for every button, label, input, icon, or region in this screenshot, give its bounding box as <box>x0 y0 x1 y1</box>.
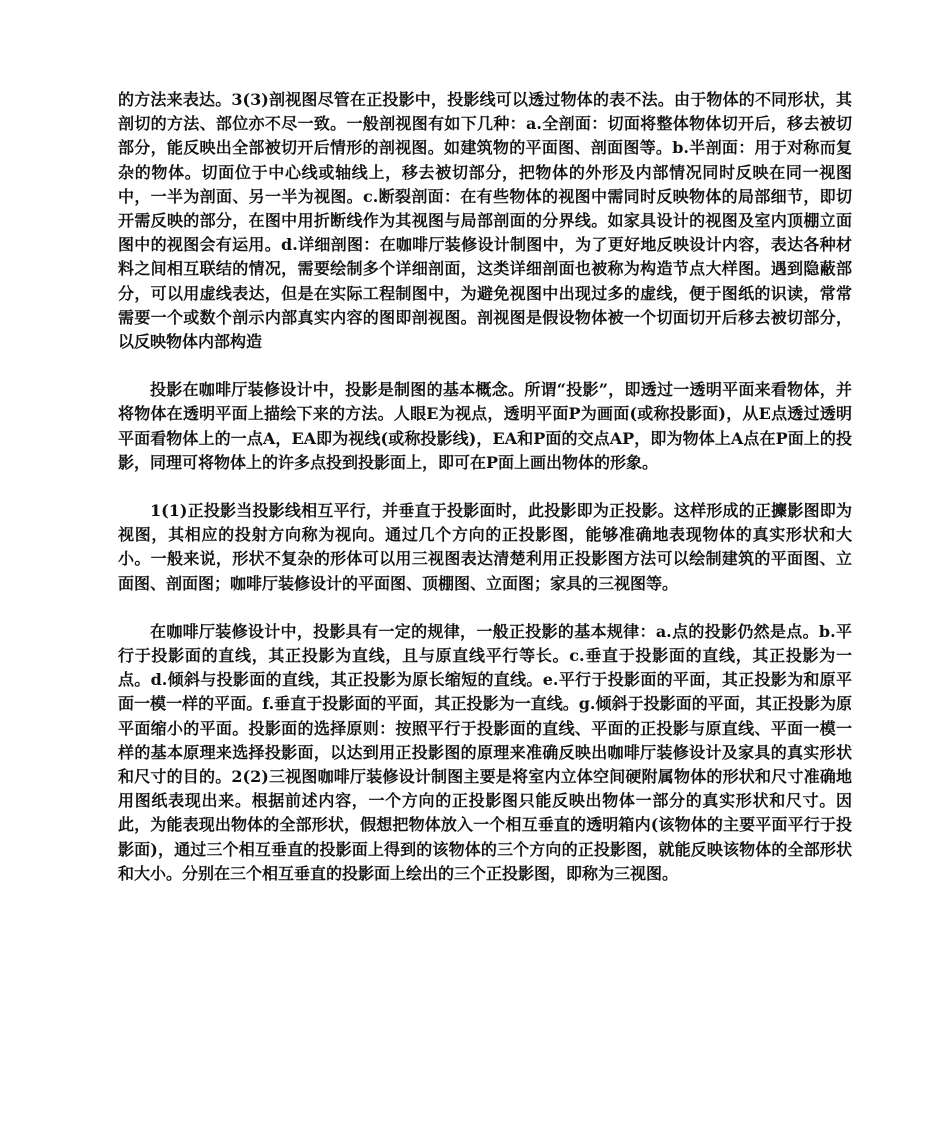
paragraph-projection: 投影在咖啡厅装修设计中，投影是制图的基本概念。所谓“投影”，即透过一透明平面来看物体，并将物体在透明平面上描绘下来的方法。人眼E为视点，透明平面P为画面(或称投影面)，从E点透过透明平面看物体上的一点A，EA即为视线(或称投影线)，EA和P面的交点AP，即为物体上A点在P面上的投影，同理可将物体上的许多点投到投影面上，即可在P面上画出物体的形象。 <box>118 380 852 472</box>
document-page <box>118 88 852 886</box>
paragraph-projection-rules: 在咖啡厅装修设计中，投影具有一定的规律，一般正投影的基本规律：a.点的投影仍然是点。b.平行于投影面的直线，其正投影为直线，且与原直线平行等长。c.垂直于投影面的直线，其正投影为一点。d.倾斜与投影面的直线，其正投影为原长缩短的直线。e.平行于投影面的平面，其正投影为和原平面一模一样的平面。f.垂直于投影面的平面，其正投影为一直线。g.倾斜于投影面的平面，其正投影为原平面缩小的平面。投影面的选择原则：按照平行于投影面的直线、平面的正投影与原直线、平面一模一样的基本原理来选择投影面，以达到用正投影图的原理来准确反映出咖啡厅装修设计及家具的真实形状和尺寸的目的。2(2)三视图咖啡厅装修设计制图主要是将室内立体空间硬附属物体的形状和尺寸准确地用图纸表现出来。根据前述内容，一个方向的正投影图只能反映出物体一部分的真实形状和尺寸。因此，为能表现出物体的全部形状，假想把物体放入一个相互垂直的透明箱内(该物体的主要平面平行于投影面)，通过三个相互垂直的投影面上得到的该物体的三个方向的正投影图，就能反映该物体的全部形状和大小。分别在三个相互垂直的投影面上绘出的三个正投影图，即称为三视图。 <box>118 621 852 883</box>
paragraph-sectional-views: 的方法来表达。3(3)剖视图尽管在正投影中，投影线可以透过物体的表不法。由于物体的不同形状，其剖切的方法、部位亦不尽一致。一般剖视图有如下几种：a.全剖面：切面将整体物体切开后，移去被切部分，能反映出全部被切开后情形的剖视图。如建筑物的平面图、剖面图等。b.半剖面：用于对称而复杂的物体。切面位于中心线或轴线上，移去被切部分，把物体的外形及内部情况同时反映在同一视图中，一半为剖面、另一半为视图。c.断裂剖面：在有些物体的视图中需同时反映物体的局部细节，即切开需反映的部分，在图中用折断线作为其视图与局部剖面的分界线。如家具设计的视图及室内顶棚立面图中的视图会有运用。d.详细剖图：在咖啡厅装修设计制图中，为了更好地反映设计内容，表达各种材料之间相互联结的情况，需要绘制多个详细剖面，这类详细剖面也被称为构造节点大样图。遇到隐蔽部分，可以用虚线表达，但是在实际工程制图中，为避免视图中出现过多的虚线，便于图纸的识读，常常需要一个或数个剖示内部真实内容的图即剖视图。剖视图是假设物体被一个切面切开后移去被切部分，以反映物体内部构造 <box>118 90 852 352</box>
paragraph-orthographic-projection: 1(1)正投影当投影线相互平行，并垂直于投影面时，此投影即为正投影。这样形成的正攈影图即为视图，其相应的投射方向称为视向。通过几个方向的正投影图，能够准确地表现物体的真实形状和大小。一般来说，形状不复杂的形体可以用三视图表达清楚利用正投影图方法可以绘制建筑的平面图、立面图、剖面图；咖啡厅装修设计的平面图、顶棚图、立面图；家具的三视图等。 <box>118 501 852 593</box>
